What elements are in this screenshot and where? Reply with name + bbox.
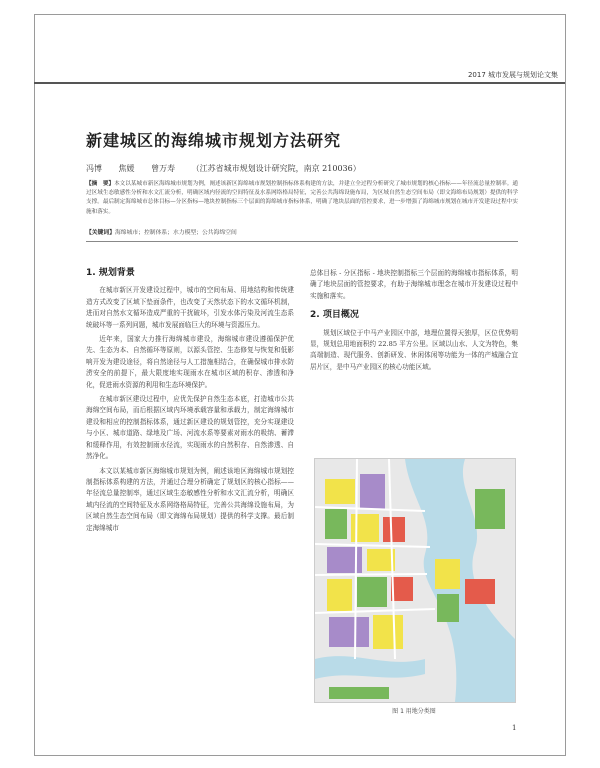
paragraph-continued: 总体目标 - 分区指标 - 地块控制指标三个层面的海绵城市指标体系，明确了地块层面的管控要求，有助于海绵城市理念在城市开发建设过程中实施和落实。: [310, 269, 518, 300]
affiliation: （江苏省城市规划设计研究院，南京 210036）: [191, 164, 361, 173]
author-2: 焦媛: [118, 164, 135, 173]
figure-caption: 图 1 用地分类图: [392, 708, 436, 715]
right-column: [310, 268, 518, 376]
abstract-label: 【摘 要】: [86, 181, 115, 187]
left-column: [86, 268, 294, 537]
running-head: 2017 城市发展与规划论文集: [467, 71, 558, 79]
paragraph: 近年来，国家大力推行海绵城市建设，海绵城市建设遵循保护优先、生态为本、自然循环等原则，以源头管控、生态修复与恢复和低影响开发为建设途径，将自然途径与人工措施相结合，在确保城市排水防涝安全的前提下，最大限度地实现雨水在城市区域的积存、渗透和净化，促进雨水资源的利用和生态环境保护。: [86, 335, 294, 389]
paragraph: 在城市新区建设过程中，应优先保护自然生态本底，打造城市公共海绵空间布局，而后根据区域内环境承载容量和承载力，制定海绵城市建设和相应的控制指标体系，通过新区建设的规划管控，充分实现建设与小区、城市道路、绿地及广场、河流水系等要素对雨水的吸纳、蓄滞和缓释作用，有效控制雨水径流，实现雨水的自然积存、自然渗透、自然净化。: [86, 395, 294, 461]
keywords-text: 海绵城市；控制体系；水力模型；公共海绵空间: [115, 230, 237, 236]
land-use-map: [314, 458, 516, 703]
paragraph: 本文以某城市新区海绵城市规划为例，阐述该地区海绵城市规划控制指标体系构建的方法，并通过合理分析确定了规划区的核心指标——年径流总量控制率，通过区域生态敏感性分析和水文汇流分析，明确区域内径流的空间特征及水系网络格局特征，完善公共海绵设施布局，为区域自然生态空间布局（即文海绵布局规划）提供的科学支撑。最后制定海绵城市: [86, 466, 294, 532]
abstract-text: 本文以某城市新区海绵城市规划为例，阐述该新区海绵城市规划控制指标体系构建的方法，并建立全过程分析研究了城市规划的核心指标——年径流总量控制率。通过区域生态敏感性分析和水文汇流分析，明确区域内径流的空间特征及水系网络格局特征，完善公共海绵设施布局，为区域自然生态空间布局（即文海绵布局规划）提供的科学支撑。最后制定海绵城市总体目标—分区指标—地块控制指标三个层面的海绵城市指标体系，明确了地块层面的管控要求，进一步增强了海绵城市规划在城市开发建设过程中实施和落实。: [86, 181, 518, 215]
abstract: [86, 180, 518, 217]
keywords-label: 【关键词】: [86, 230, 115, 236]
header-rule: [34, 82, 565, 84]
keywords: [86, 227, 518, 236]
author-line: [86, 163, 375, 174]
paragraph: 在城市新区开发建设过程中，城市的空间布局、用地结构和传统建造方式改变了区域下垫面条件，也改变了天然状态下的水文循环机制，进而对自然水文循环造成严重的干扰破坏，引发水体污染及河流生态系统破坏等一系列问题，城市发展面临巨大的环境与资源压力。: [86, 286, 294, 329]
paragraph: 规划区域位于中马产业园区中部，地理位置得天独厚，区位优势明显，规划总用地面积约 22.85 平方公里。区域以山水、人文为特色，集高端制造、现代服务、创新研发、休闲体闲等功能为一体的产城融合宜居片区，是中马产业园区的核心功能区域。: [310, 328, 518, 371]
paper-title: 新建城区的海绵城市规划方法研究: [86, 131, 342, 150]
author-1: 冯博: [86, 164, 102, 173]
abstract-divider: [86, 241, 518, 242]
section-2-heading: 2. 项目概况: [310, 310, 359, 321]
author-3: 曾万寿: [151, 164, 176, 173]
page-number: 1: [512, 724, 517, 732]
section-1-heading: 1. 规划背景: [86, 268, 135, 278]
